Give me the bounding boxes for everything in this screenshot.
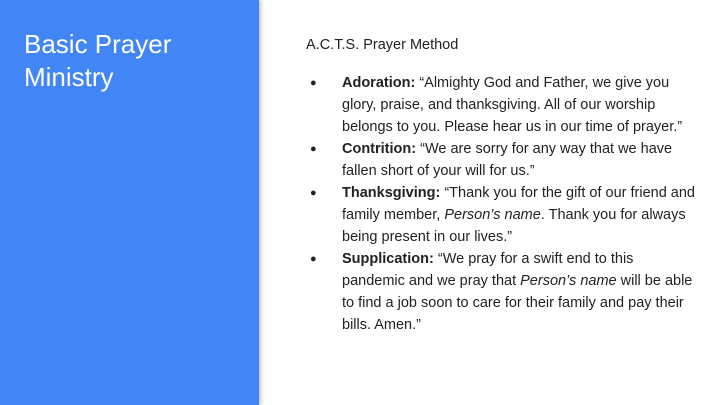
step-term: Contrition:: [342, 141, 417, 157]
bullet-icon: ●: [310, 253, 317, 265]
list-item-supplication: [306, 248, 696, 336]
prayer-steps-list: [306, 72, 696, 336]
bullet-icon: ●: [310, 143, 317, 155]
list-item-contrition: [306, 138, 696, 182]
method-subtitle: A.C.T.S. Prayer Method: [306, 37, 459, 53]
list-item-thanksgiving: [306, 182, 696, 248]
step-term: Supplication:: [342, 251, 434, 267]
content-area: [306, 35, 696, 336]
step-text: “We pray for a swift end to this pandemic and we pray that: [342, 251, 634, 289]
step-text: . Thank you for always being present in our lives.”: [342, 207, 686, 245]
list-item-adoration: [306, 72, 696, 138]
step-text: will be able to find a job soon to care for their family and pay their bills. Amen.”: [342, 273, 693, 333]
person-name-placeholder: Person’s name: [444, 207, 541, 223]
step-text: “We are sorry for any way that we have fallen short of your will for us.”: [342, 141, 673, 179]
step-term: Thanksgiving:: [342, 185, 441, 201]
person-name-placeholder: Person’s name: [520, 273, 617, 289]
step-text: “Thank you for the gift of our friend and family member,: [342, 185, 695, 223]
bullet-icon: ●: [310, 187, 317, 199]
bullet-icon: ●: [310, 77, 317, 89]
step-text: “Almighty God and Father, we give you glory, praise, and thanksgiving. All of our worship belongs to you. Please hear us in our time of prayer.”: [342, 75, 683, 135]
slide-title: Basic Prayer Ministry: [24, 29, 172, 92]
sidebar-panel: [0, 0, 259, 405]
step-term: Adoration:: [342, 75, 416, 91]
